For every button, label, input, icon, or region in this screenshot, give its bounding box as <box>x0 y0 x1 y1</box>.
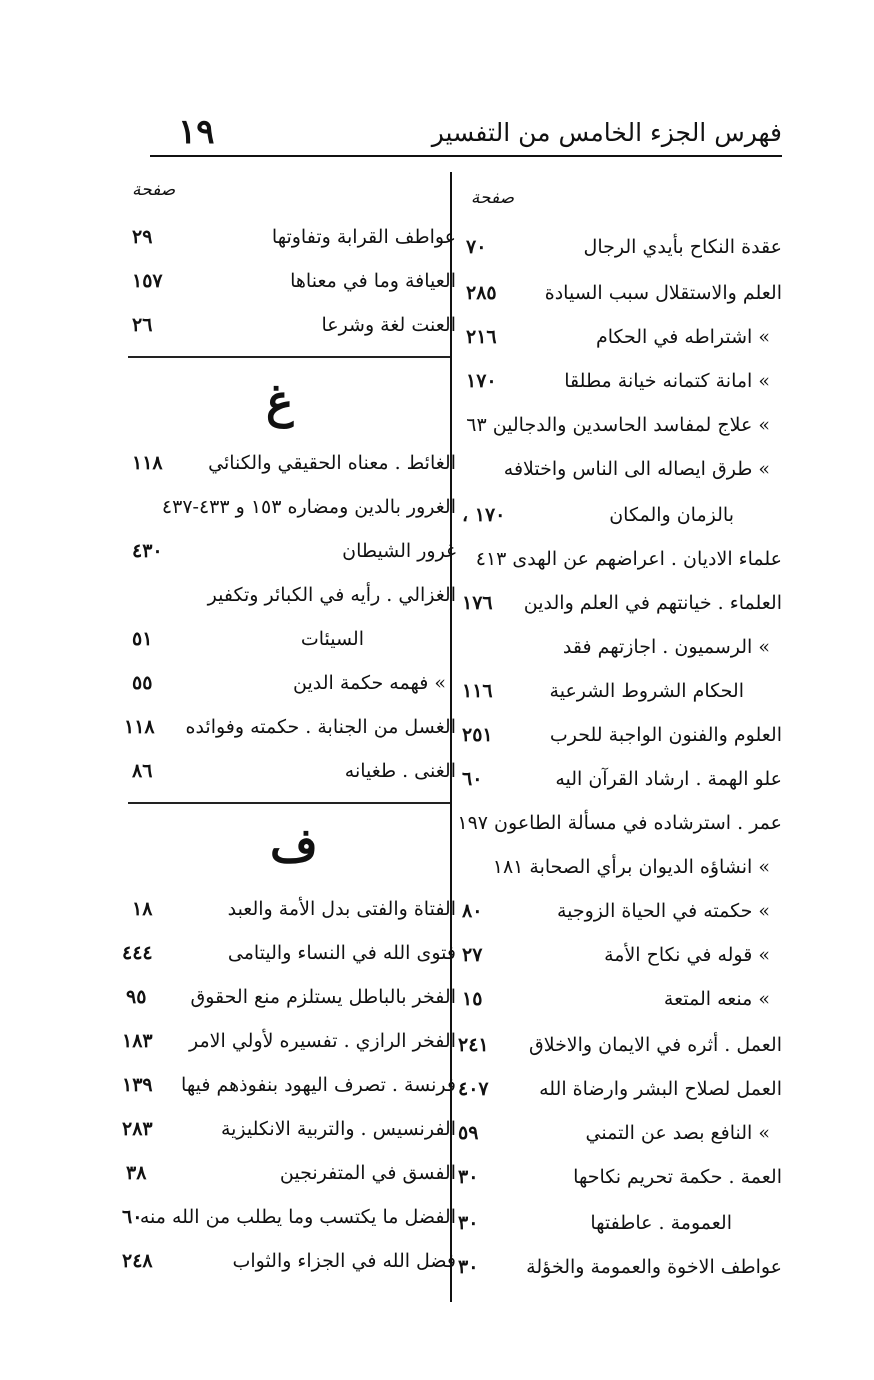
entry-page: ١٧٠ ، <box>462 504 506 526</box>
section-rule <box>128 802 450 804</box>
entry-page: ٢٨٥ <box>466 282 497 304</box>
entry-page: ١١٦ <box>462 680 493 702</box>
index-entry: » منعه المتعة <box>663 988 770 1010</box>
entry-page: ١٨٣ <box>122 1030 153 1052</box>
entry-page: ١١٨ <box>124 716 155 738</box>
entry-page: ٦٠ <box>122 1206 143 1228</box>
index-entry: علو الهمة . ارشاد القرآن اليه <box>555 768 782 790</box>
index-entry: » اشتراطه في الحكام <box>595 326 770 348</box>
index-entry: علماء الاديان . اعراضهم عن الهدى ٤١٣ <box>475 548 782 570</box>
entry-page: ٥١ <box>132 628 153 650</box>
page-number: ١٩ <box>178 112 215 152</box>
index-entry: » انشاؤه الديوان برأي الصحابة ١٨١ <box>492 856 770 878</box>
index-entry: العلماء . خيانتهم في العلم والدين <box>523 592 782 614</box>
index-entry: الفرنسيس . والتربية الانكليزية <box>220 1118 456 1140</box>
index-entry: عواطف الاخوة والعمومة والخؤلة <box>526 1256 782 1278</box>
entry-page: ١٧٠ <box>466 370 497 392</box>
entry-page: ١٨ <box>132 898 153 920</box>
index-entry: العنت لغة وشرعا <box>321 314 456 336</box>
left-column-heading: صفحة <box>132 180 176 200</box>
index-entry: » النافع بصد عن التمني <box>585 1122 770 1144</box>
index-entry: » فهمه حكمة الدين <box>293 672 446 694</box>
index-entry: عمر . استرشاده في مسألة الطاعون ١٩٧ <box>457 812 782 834</box>
entry-page: ٤٣٠ <box>132 540 163 562</box>
entry-page: ٣٠ <box>458 1166 479 1188</box>
entry-page: ٣٨ <box>126 1162 147 1184</box>
entry-page: ٩٥ <box>126 986 147 1008</box>
right-column-heading: صفحة <box>470 188 514 208</box>
index-entry: » امانة كتمانه خيانة مطلقا <box>564 370 770 392</box>
page-header <box>150 112 782 160</box>
index-entry: » طرق ايصاله الى الناس واختلافه <box>503 458 770 480</box>
entry-page: ٢٦ <box>132 314 153 336</box>
index-entry: عقدة النكاح بأيدي الرجال <box>583 236 782 258</box>
entry-page: ٤٠٧ <box>458 1078 489 1100</box>
index-entry: الفخر الرازي . تفسيره لأولي الامر <box>189 1030 456 1052</box>
entry-page: ٢٧ <box>462 944 483 966</box>
entry-page: ٢١٦ <box>466 326 497 348</box>
entry-page: ١١٨ <box>132 452 163 474</box>
entry-page: ٢٨٣ <box>122 1118 153 1140</box>
entry-page: ١٥ <box>462 988 483 1010</box>
header-rule <box>150 155 782 157</box>
entry-page: ٨٠ <box>462 900 483 922</box>
entry-page: ١٣٩ <box>122 1074 153 1096</box>
index-entry: » الرسميون . اجازتهم فقد <box>562 636 770 658</box>
entry-page: ٢٩ <box>132 226 153 248</box>
index-entry: الفضل ما يكتسب وما يطلب من الله منه <box>139 1206 456 1228</box>
index-entry: عواطف القرابة وتفاوتها <box>271 226 456 248</box>
entry-page: ١٥٧ <box>132 270 163 292</box>
index-entry: الغائط . معناه الحقيقي والكنائي <box>208 452 456 474</box>
entry-page: ٤٤٤ <box>122 942 153 964</box>
index-entry: العيافة وما في معناها <box>290 270 456 292</box>
entry-page: ٢٤١ <box>458 1034 489 1056</box>
index-entry: العلوم والفنون الواجبة للحرب <box>549 724 782 746</box>
index-entry: فتوى الله في النساء واليتامى <box>227 942 456 964</box>
index-entry: الحكام الشروط الشرعية <box>549 680 744 702</box>
entry-page: ١٧٦ <box>462 592 493 614</box>
entry-page: ٣٠ <box>458 1212 479 1234</box>
index-entry: فضل الله في الجزاء والثواب <box>232 1250 456 1272</box>
index-entry: الفتاة والفتى بدل الأمة والعبد <box>227 898 456 920</box>
index-entry: بالزمان والمكان <box>609 504 734 526</box>
index-entry: » قوله في نكاح الأمة <box>604 944 770 966</box>
index-entry: فرنسة . تصرف اليهود بنفوذهم فيها <box>181 1074 456 1096</box>
entry-page: ٧٠ <box>466 236 487 258</box>
section-letter-ghayn: غ <box>266 374 294 428</box>
index-entry: » علاج لمفاسد الحاسدين والدجالين ٦٣ <box>466 414 770 436</box>
index-entry: الغرور بالدين ومضاره ١٥٣ و ٤٣٣-٤٣٧ <box>161 496 456 518</box>
index-entry: العمومة . عاطفتها <box>590 1212 732 1234</box>
index-entry: العلم والاستقلال سبب السيادة <box>544 282 782 304</box>
index-entry: الغزالي . رأيه في الكبائر وتكفير <box>207 584 456 606</box>
entry-page: ٦٠ <box>462 768 483 790</box>
index-entry: العمل لصلاح البشر وارضاة الله <box>539 1078 782 1100</box>
index-entry: العمل . أثره في الايمان والاخلاق <box>528 1034 782 1056</box>
index-entry: الغنى . طغيانه <box>344 760 456 782</box>
section-letter-fa: ف <box>270 818 318 872</box>
index-entry: الفسق في المتفرنجين <box>279 1162 456 1184</box>
index-entry: الفخر بالباطل يستلزم منع الحقوق <box>190 986 456 1008</box>
entry-page: ٣٠ <box>458 1256 479 1278</box>
index-entry: غرور الشيطان <box>342 540 456 562</box>
section-rule <box>128 356 450 358</box>
index-entry: » حكمته في الحياة الزوجية <box>556 900 770 922</box>
entry-page: ٥٩ <box>458 1122 479 1144</box>
entry-page: ٨٦ <box>132 760 153 782</box>
index-entry: العمة . حكمة تحريم نكاحها <box>573 1166 782 1188</box>
index-entry: الغسل من الجنابة . حكمته وفوائده <box>185 716 456 738</box>
index-entry: السيئات <box>300 628 364 650</box>
page-title: فهرس الجزء الخامس من التفسير <box>431 118 782 147</box>
entry-page: ٢٥١ <box>462 724 493 746</box>
entry-page: ٥٥ <box>132 672 153 694</box>
entry-page: ٢٤٨ <box>122 1250 153 1272</box>
